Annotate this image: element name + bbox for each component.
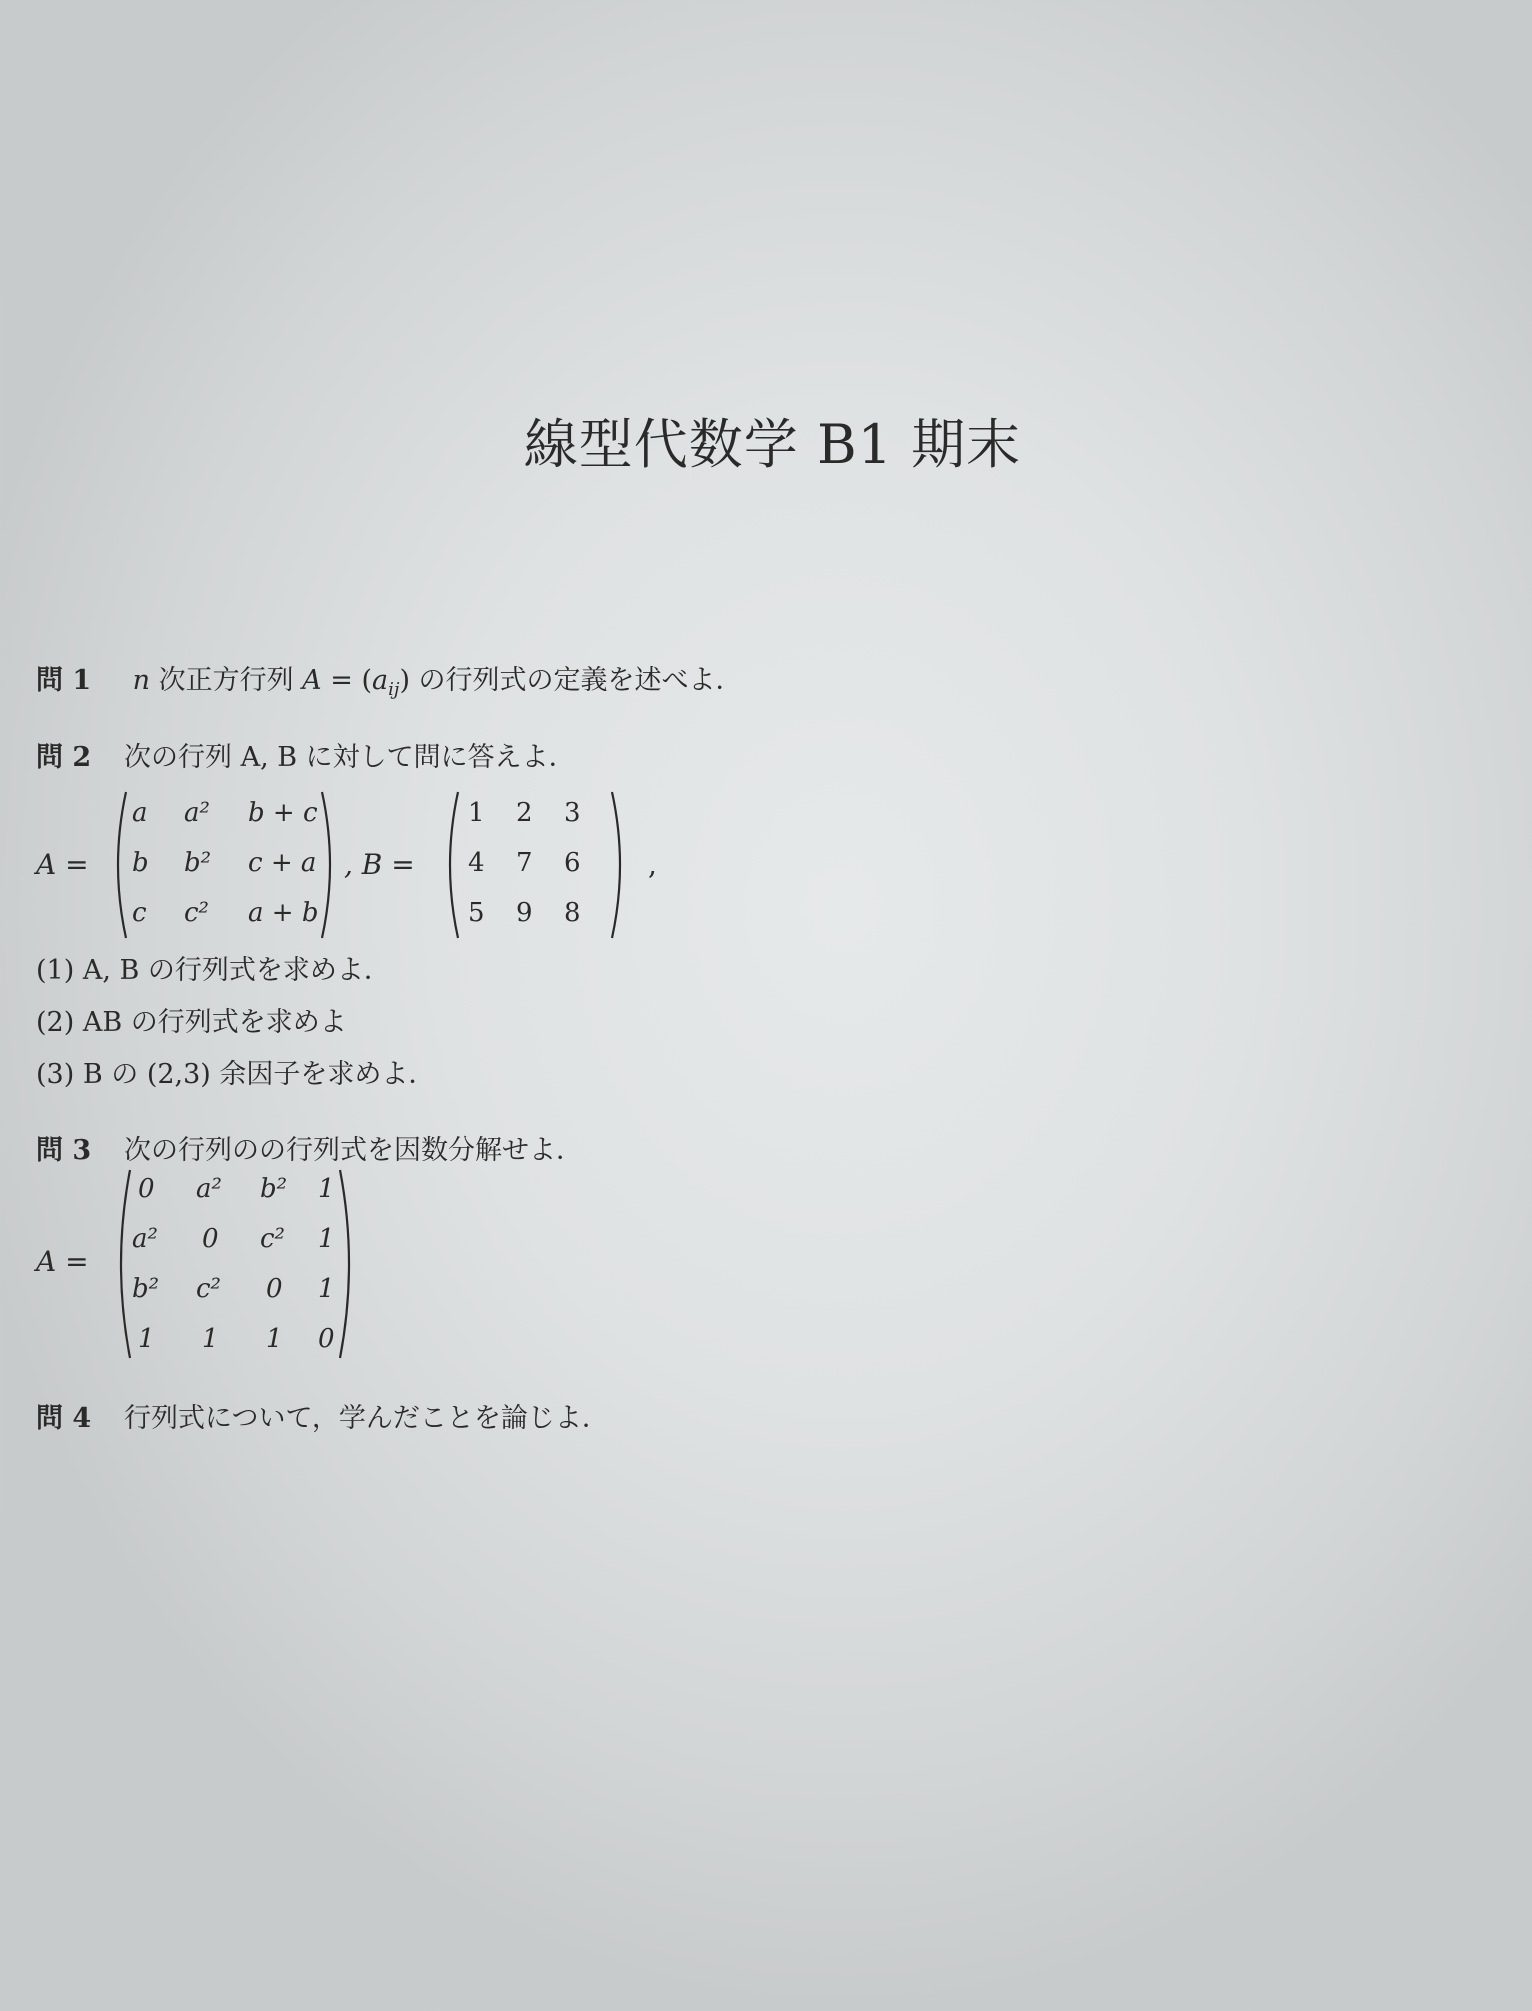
right-paren-icon (318, 790, 340, 940)
matrix-cell: 0 (266, 1274, 283, 1304)
q3-matrix-A (112, 1168, 358, 1360)
q2-A-label: A = (36, 848, 89, 881)
matrix-cell: 1 (266, 1324, 283, 1354)
matrix-cell: 0 (202, 1224, 219, 1254)
left-paren-icon (108, 790, 130, 940)
matrix-cell: 1 (138, 1324, 155, 1354)
matrix-cell: b (132, 848, 149, 878)
matrix-cell: 1 (318, 1174, 335, 1204)
matrix-cell: c² (260, 1224, 285, 1254)
q2-B-label: , B = (344, 848, 415, 881)
matrix-cell: 4 (468, 848, 485, 878)
matrix-cell: 1 (318, 1224, 335, 1254)
question-1-number: 問 1 (36, 665, 92, 696)
matrix-cell: c² (184, 898, 209, 928)
matrix-cell: c + a (248, 848, 317, 878)
page-title: 線型代数学 B1 期末 (523, 413, 1022, 476)
q1-text-1: 次正方行列 (149, 665, 303, 696)
matrix-cell: a² (196, 1174, 222, 1204)
question-3 (36, 1128, 583, 1167)
question-2-number: 問 2 (36, 742, 92, 773)
matrix-cell: 9 (516, 898, 533, 928)
matrix-cell: b² (184, 848, 212, 878)
question-4 (36, 1396, 609, 1435)
q2-item-2: (2) AB の行列式を求めよ (36, 1007, 347, 1038)
matrix-cell: b² (260, 1174, 288, 1204)
q2-item-3: (3) B の (2,3) 余因子を求めよ． (36, 1059, 436, 1090)
q3-A-label: A = (36, 1245, 89, 1278)
left-paren-icon (112, 1168, 134, 1360)
question-4-number: 問 4 (36, 1403, 92, 1434)
matrix-cell: 2 (516, 798, 533, 828)
question-3-number: 問 3 (36, 1135, 92, 1166)
matrix-cell: a + b (248, 898, 319, 928)
matrix-cell: c (132, 898, 147, 928)
question-3-text: 次の行列のの行列式を因数分解せよ． (124, 1135, 583, 1166)
q1-n: n (132, 665, 150, 696)
matrix-cell: a² (132, 1224, 158, 1254)
q1-eq: = ( (321, 665, 372, 696)
matrix-cell: 1 (318, 1274, 335, 1304)
matrix-cell: 0 (138, 1174, 155, 1204)
matrix-cell: 0 (318, 1324, 335, 1354)
q2-trailing-comma: , (648, 848, 657, 881)
q1-A: A (302, 665, 322, 696)
right-paren-icon (608, 790, 630, 940)
matrix-cell: b + c (248, 798, 318, 828)
q1-a: a (371, 665, 389, 696)
matrix-cell: a² (184, 798, 210, 828)
matrix-cell: 6 (564, 848, 581, 878)
matrix-cell: 5 (468, 898, 485, 928)
matrix-cell: 1 (468, 798, 485, 828)
question-2 (36, 735, 576, 774)
matrix-cell: b² (132, 1274, 160, 1304)
q1-ij: ij (388, 679, 400, 700)
matrix-cell: c² (196, 1274, 221, 1304)
matrix-cell: 8 (564, 898, 581, 928)
matrix-cell: a (132, 798, 148, 828)
left-paren-icon (440, 790, 462, 940)
matrix-cell: 7 (516, 848, 533, 878)
q2-item-1: (1) A, B の行列式を求めよ． (36, 955, 391, 986)
right-paren-icon (336, 1168, 358, 1360)
q2-matrix-A (108, 790, 340, 940)
question-2-text: 次の行列 A, B に対して問に答えよ． (124, 742, 576, 773)
question-1 (36, 658, 743, 700)
question-4-text: 行列式について，学んだことを論じよ． (124, 1403, 609, 1434)
q2-matrix-B (440, 790, 630, 940)
matrix-cell: 3 (564, 798, 581, 828)
matrix-cell: 1 (202, 1324, 219, 1354)
q1-text-2: ) の行列式の定義を述べよ． (399, 665, 743, 696)
